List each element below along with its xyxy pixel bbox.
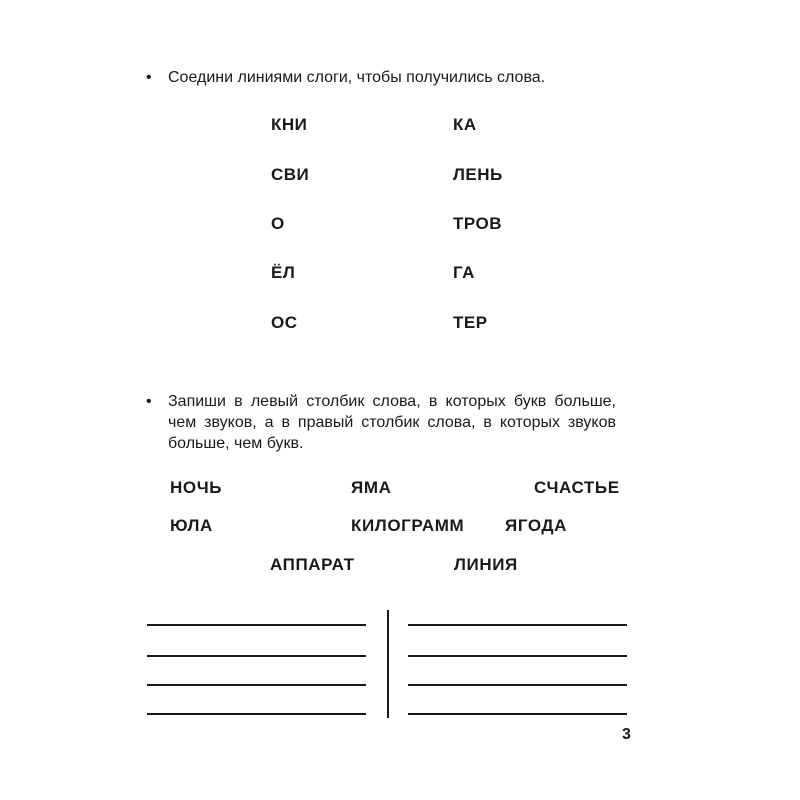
syllable-left-1[interactable]: КНИ (271, 115, 308, 134)
word-item: КИЛОГРАММ (351, 516, 465, 535)
word-item: ЮЛА (170, 516, 213, 535)
syllable-right-5[interactable]: ТЕР (453, 313, 488, 332)
right-answer-line-3[interactable] (408, 684, 627, 686)
task-1-text: Соедини линиями слоги, чтобы получились слова. (168, 69, 546, 86)
word-item: ЯГОДА (505, 516, 568, 535)
right-answer-line-2[interactable] (408, 655, 627, 657)
word-item: СЧАСТЬЕ (534, 478, 620, 497)
right-answer-line-4[interactable] (408, 713, 627, 715)
column-divider (387, 610, 389, 718)
page-number: 3 (622, 726, 631, 743)
left-answer-line-1[interactable] (147, 624, 366, 626)
bullet-icon: • (146, 393, 152, 410)
task-1-instruction (146, 67, 616, 88)
syllable-right-2[interactable]: ЛЕНЬ (453, 165, 503, 184)
syllable-right-3[interactable]: ТРОВ (453, 214, 502, 233)
left-answer-line-3[interactable] (147, 684, 366, 686)
word-item: ЛИНИЯ (454, 555, 518, 574)
left-answer-line-2[interactable] (147, 655, 366, 657)
task-2-instruction (146, 391, 616, 454)
syllable-left-3[interactable]: О (271, 214, 285, 233)
right-answer-line-1[interactable] (408, 624, 627, 626)
word-item: АППАРАТ (270, 555, 355, 574)
syllable-right-1[interactable]: КА (453, 115, 477, 134)
left-answer-line-4[interactable] (147, 713, 366, 715)
word-item: ЯМА (351, 478, 392, 497)
syllable-left-4[interactable]: ЁЛ (271, 263, 296, 282)
syllable-left-2[interactable]: СВИ (271, 165, 310, 184)
syllable-right-4[interactable]: ГА (453, 263, 475, 282)
syllable-left-5[interactable]: ОС (271, 313, 298, 332)
bullet-icon: • (146, 69, 152, 86)
task-2-text: Запиши в левый столбик слова, в которых букв больше, чем звуков, а в правый столбик слова, в которых звуков больше, чем букв. (168, 393, 616, 452)
word-item: НОЧЬ (170, 478, 223, 497)
